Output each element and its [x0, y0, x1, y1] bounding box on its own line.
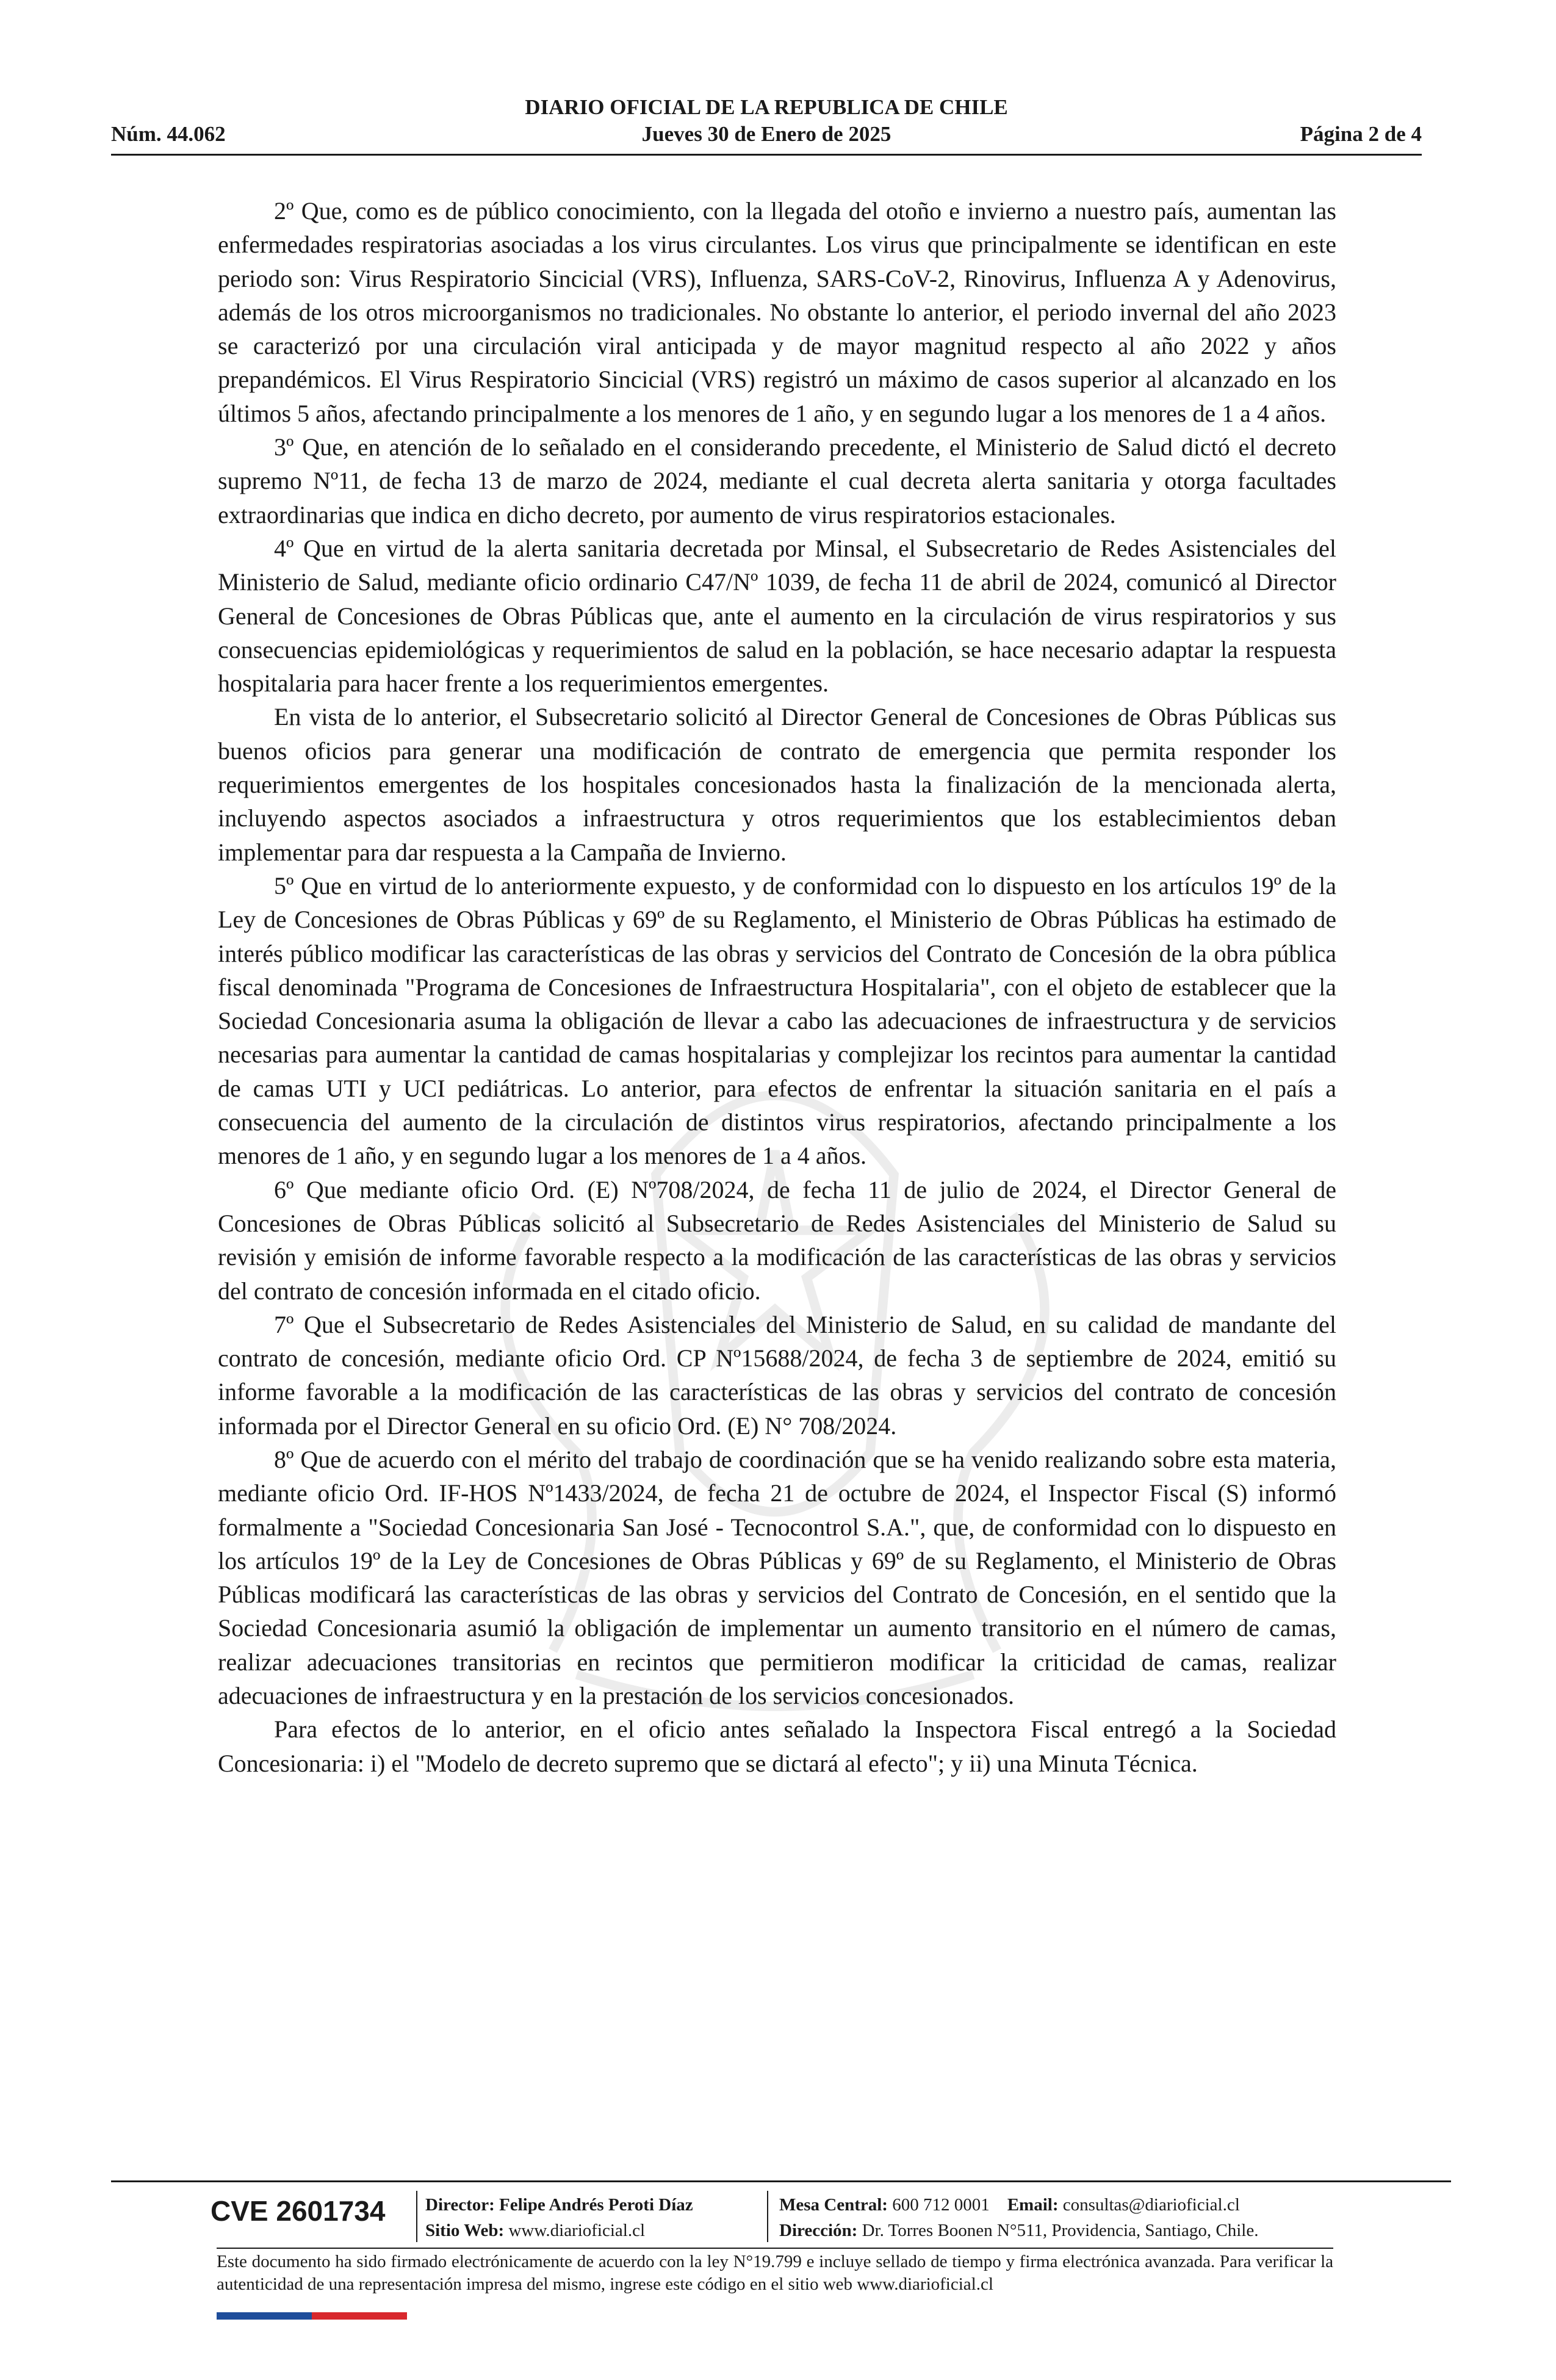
address-label: Dirección: [779, 2221, 858, 2240]
paragraph-4-continued: En vista de lo anterior, el Subsecretario solicitó al Director General de Concesiones de Obras Públicas sus buenos oficios para generar una modificación de contrato de emergencia que permita responder los requerimientos emergentes de los hospitales concesionados hasta la finalización de la mencionada alerta, incluyendo aspectos asociados a infraestructura y otros requerimientos que los establecimientos deban implementar para dar respuesta a la Campaña de Invierno. [218, 703, 1336, 866]
paragraph-5: 5º Que en virtud de lo anteriormente expuesto, y de conformidad con lo dispuesto en los artículos 19º de la Ley de Concesiones de Obras Públicas y 69º de su Reglamento, el Ministerio de Obras Públicas ha estimado de interés público modificar las características de las obras y servicios del Contrato de Concesión de la obra pública fiscal denominada "Programa de Concesiones de Infraestructura Hospitalaria", con el objeto de establecer que la Sociedad Concesionaria asuma la obligación de llevar a cabo las adecuaciones de infraestructura y de servicios necesarias para aumentar la cantidad de camas hospitalarias y complejizar los recintos para aumentar la cantidad de camas UTI y UCI pediátricas. Lo anterior, para efectos de enfrentar la situación sanitaria en el país a consecuencia del aumento de la circulación de distintos virus respiratorios, afectando principalmente a los menores de 1 año, y en segundo lugar a los menores de 1 a 4 años. [218, 871, 1336, 1170]
director-name: Felipe Andrés Peroti Díaz [499, 2195, 693, 2215]
phone-label: Mesa Central: [779, 2195, 888, 2215]
header-divider [111, 154, 1422, 156]
flag-red-segment [312, 2312, 407, 2320]
footer-director-block [425, 2192, 693, 2243]
director-label: Director: [425, 2195, 495, 2215]
paragraph-2: 2º Que, como es de público conocimiento, con la llegada del otoño e invierno a nuestro país, aumentan las enfermedades respiratorias asociadas a los virus circulantes. Los virus que principalmente se identifican en este periodo son: Virus Respiratorio Sincicial (VRS), Influenza, SARS-CoV-2, Rinovirus, Influenza A y Adenovirus, además de los otros microorganismos no tradicionales. No obstante lo anterior, el periodo invernal del año 2023 se caracterizó por una circulación viral anticipada y de mayor magnitud respecto al año 2022 y años prepandémicos. El Virus Respiratorio Sincicial (VRS) registró un máximo de casos superior al alcanzado en los últimos 5 años, afectando principalmente a los menores de 1 año, y en segundo lugar a los menores de 1 a 4 años. [218, 197, 1336, 427]
page-header [111, 95, 1422, 151]
page-indicator: Página 2 de 4 [1300, 122, 1422, 146]
cve-code: CVE 2601734 [211, 2195, 386, 2227]
issue-number: Núm. 44.062 [111, 122, 226, 146]
paragraph-4: 4º Que en virtud de la alerta sanitaria decretada por Minsal, el Subsecretario de Redes Asistenciales del Ministerio de Salud, mediante oficio ordinario C47/Nº 1039, de fecha 11 de abril de 2024, comunicó al Director General de Concesiones de Obras Públicas que, ante el aumento en la circulación de virus respiratorios y sus consecuencias epidemiológicas y requerimientos de salud en la población, se hace necesario adaptar la respuesta hospitalaria para hacer frente a los requerimientos emergentes. [218, 534, 1336, 698]
issue-date: Jueves 30 de Enero de 2025 [641, 122, 891, 146]
footer-separator [767, 2191, 768, 2242]
document-body [218, 194, 1336, 1780]
signature-disclaimer: Este documento ha sido firmado electrónicamente de acuerdo con la ley N°19.799 e incluye sellado de tiempo y firma electrónica avanzada. Para verificar la autenticidad de una representación impresa del mismo, ingrese este código en el sitio web www.diarioficial.cl [217, 2252, 1333, 2294]
email-label: Email: [1007, 2195, 1059, 2215]
website-label: Sitio Web: [425, 2221, 505, 2240]
paragraph-3: 3º Que, en atención de lo señalado en el considerando precedente, el Ministerio de Salud dictó el decreto supremo Nº11, de fecha 13 de marzo de 2024, mediante el cual decreta alerta sanitaria y otorga facultades extraordinarias que indica en dicho decreto, por aumento de virus respiratorios estacionales. [218, 433, 1336, 528]
footer-separator [416, 2191, 417, 2242]
phone-number: 600 712 0001 [892, 2195, 990, 2215]
footer-inner-divider [217, 2248, 1333, 2249]
email-link[interactable]: consultas@diarioficial.cl [1062, 2195, 1240, 2215]
paragraph-6: 6º Que mediante oficio Ord. (E) Nº708/2024, de fecha 11 de julio de 2024, el Director General de Concesiones de Obras Públicas solicitó al Subsecretario de Redes Asistenciales del Ministerio de Salud su revisión y emisión de informe favorable respecto a la modificación de las características de las obras y servicios del contrato de concesión informada en el citado oficio. [218, 1175, 1336, 1305]
footer-divider [111, 2180, 1451, 2182]
address-text: Dr. Torres Boonen N°511, Providencia, Santiago, Chile. [862, 2221, 1259, 2240]
website-link[interactable]: www.diarioficial.cl [508, 2221, 646, 2240]
footer-contact-block [779, 2192, 1258, 2243]
paragraph-7: 7º Que el Subsecretario de Redes Asistenciales del Ministerio de Salud, en su calidad de mandante del contrato de concesión, mediante oficio Ord. CP Nº15688/2024, de fecha 3 de septiembre de 2024, emitió su informe favorable a la modificación de las características de las obras y servicios del contrato de concesión informada por el Director General en su oficio Ord. (E) N° 708/2024. [218, 1310, 1336, 1440]
paragraph-8-continued: Para efectos de lo anterior, en el oficio antes señalado la Inspectora Fiscal entregó a la Sociedad Concesionaria: i) el "Modelo de decreto supremo que se dictará al efecto"; y ii) una Minuta Técnica. [218, 1715, 1336, 1777]
paragraph-8: 8º Que de acuerdo con el mérito del trabajo de coordinación que se ha venido realizando sobre esta materia, mediante oficio Ord. IF-HOS Nº1433/2024, de fecha 21 de octubre de 2024, el Inspector Fiscal (S) informó formalmente a "Sociedad Concesionaria San José - Tecnocontrol S.A.", que, de conformidad con lo dispuesto en los artículos 19º de la Ley de Concesiones de Obras Públicas y 69º de su Reglamento, el Ministerio de Obras Públicas modificará las características de las obras y servicios del Contrato de Concesión, en el sentido que la Sociedad Concesionaria asumió la obligación de implementar un aumento transitorio en el número de camas, realizar adecuaciones transitorias en recintos que permitieron modificar la criticidad de camas, realizar adecuaciones de infraestructura y en la prestación de los servicios concesionados. [218, 1445, 1336, 1710]
flag-blue-segment [217, 2312, 312, 2320]
gazette-title: DIARIO OFICIAL DE LA REPUBLICA DE CHILE [525, 95, 1008, 119]
